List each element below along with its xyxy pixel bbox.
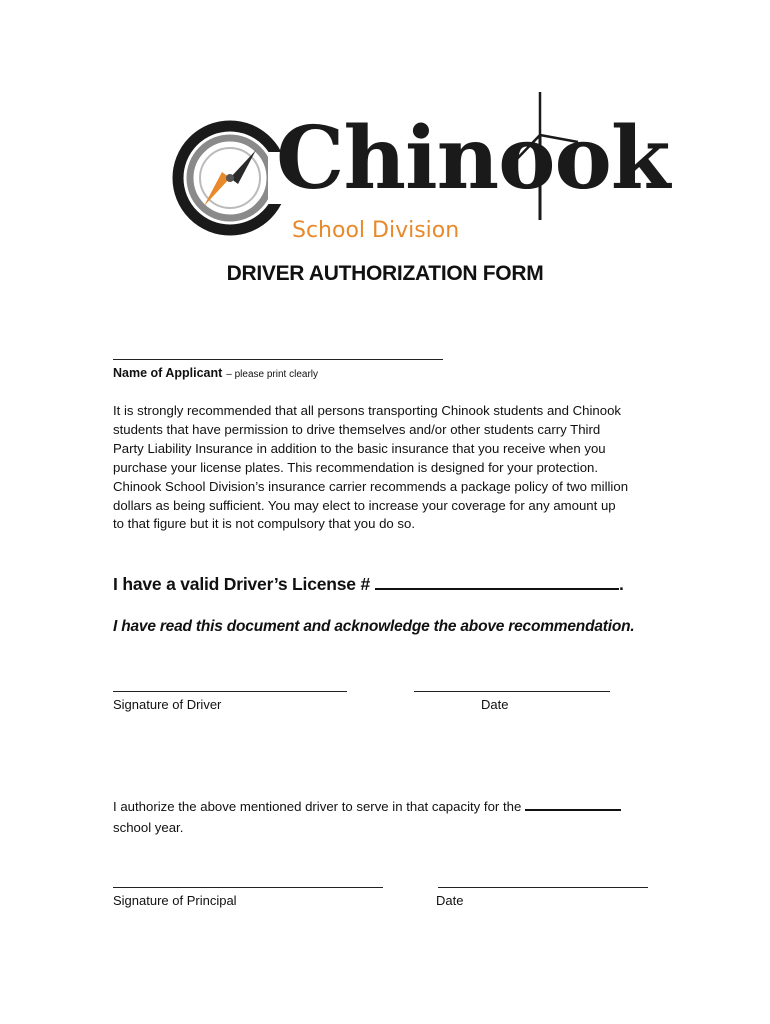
recommendation-paragraph [113, 402, 673, 534]
logo-division-name: School Division [292, 218, 460, 243]
school-year-blank[interactable] [525, 807, 621, 811]
license-statement [113, 574, 624, 595]
driver-date-label: Date [481, 697, 509, 712]
license-number-blank[interactable] [375, 586, 619, 590]
logo-brand-name: Chinook [276, 108, 670, 209]
applicant-note: – please print clearly [226, 369, 318, 380]
license-label: I have a valid Driver’s License # [113, 574, 371, 594]
driver-signature-label: Signature of Driver [113, 697, 222, 712]
applicant-label [113, 366, 318, 380]
applicant-label-text: Name of Applicant [113, 366, 223, 380]
form-title: DRIVER AUTHORIZATION FORM [226, 262, 544, 285]
authorization-text: I authorize the above mentioned driver to serve in that capacity for the [113, 799, 522, 814]
license-period: . [619, 574, 624, 594]
recommendation-line: Party Liability Insurance in addition to the basic insurance that you receive when you [113, 440, 606, 456]
recommendation-line: to that figure but it is not compulsory that you do so. [113, 516, 416, 532]
principal-date-label: Date [436, 893, 464, 908]
authorization-statement [113, 796, 673, 838]
principal-signature-line[interactable] [113, 887, 383, 888]
recommendation-line: purchase your license plates. This recommendation is designed for your protection. [113, 459, 599, 475]
applicant-name-line[interactable] [113, 359, 443, 360]
recommendation-line: It is strongly recommended that all persons transporting Chinook students and Chinook [113, 403, 621, 418]
recommendation-line: Chinook School Division’s insurance carrier recommends a package policy of two million [113, 478, 629, 494]
chinook-logo [168, 90, 670, 250]
principal-date-line[interactable] [438, 887, 648, 888]
driver-signature-line[interactable] [113, 691, 347, 692]
driver-date-line[interactable] [414, 691, 610, 692]
authorization-text-end: school year. [113, 820, 184, 835]
acknowledge-statement: I have read this document and acknowledge the above recommendation. [113, 618, 635, 635]
principal-signature-label: Signature of Principal [113, 893, 237, 908]
recommendation-line: students that have permission to drive themselves and/or other students carry Third [113, 421, 601, 437]
recommendation-line: dollars as being sufficient. You may elect to increase your coverage for any amount up [113, 497, 616, 513]
